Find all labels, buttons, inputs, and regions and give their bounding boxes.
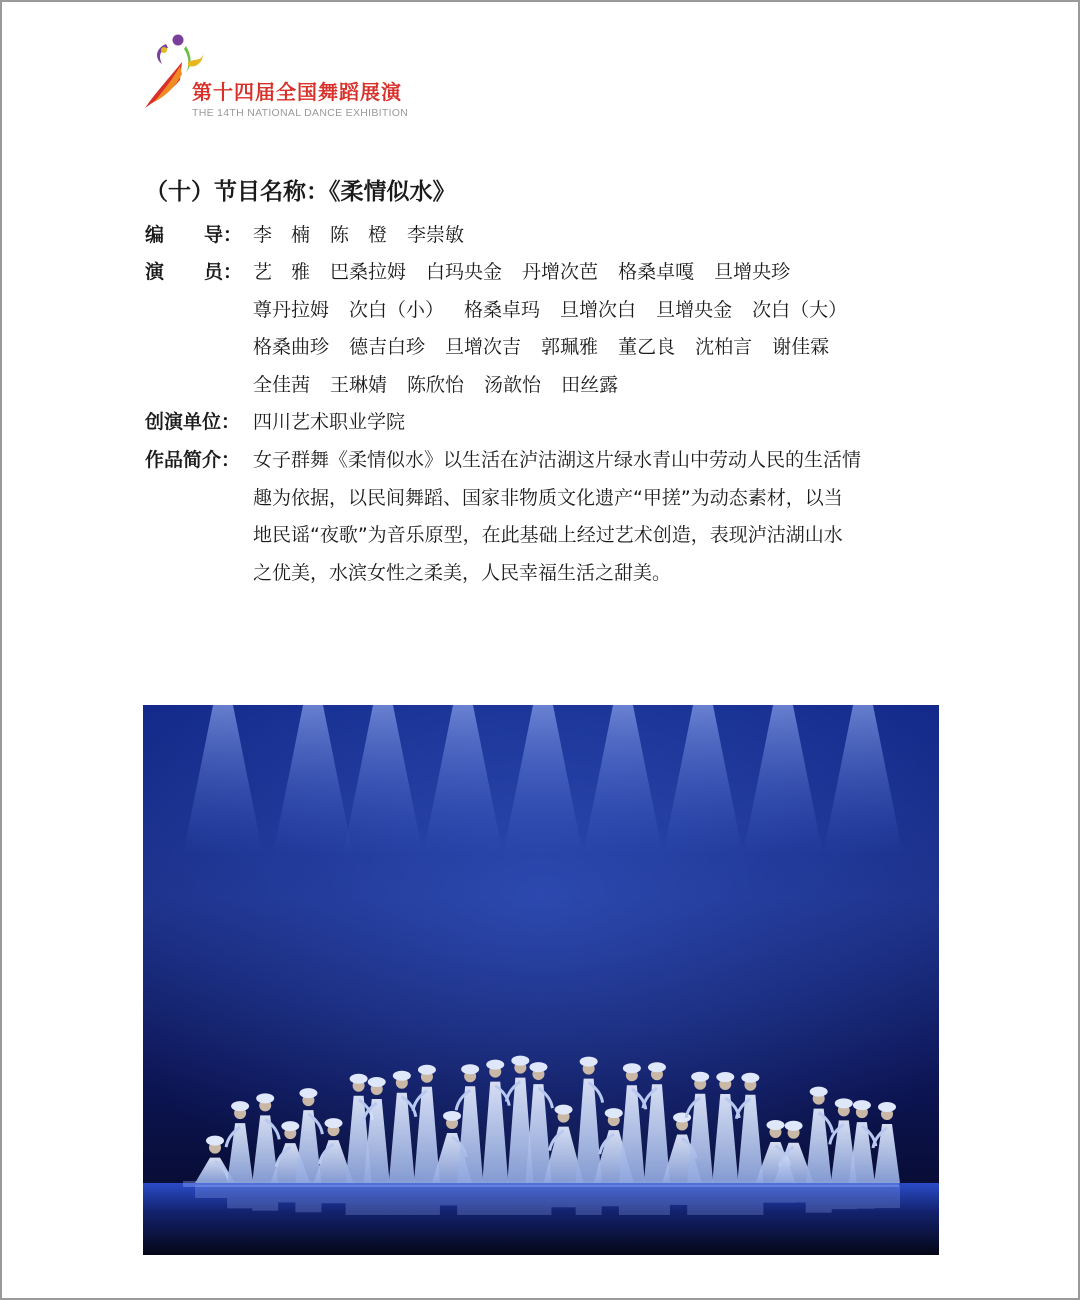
performer-name: 旦增次白 xyxy=(560,298,637,321)
dancer-reflection xyxy=(457,1185,483,1215)
performer-name: 格桑卓嘎 xyxy=(618,261,695,283)
performer-name: 次白（大） xyxy=(752,298,848,321)
stage-photo-image xyxy=(143,705,939,1255)
choreographer-label: 编 导： xyxy=(145,224,243,246)
performer-name: 董乙良 xyxy=(618,336,676,358)
dancer-reflection xyxy=(227,1185,253,1208)
performer-name: 汤歆怡 xyxy=(484,373,542,396)
performer-name: 德吉白珍 xyxy=(349,336,426,358)
dancer-reflection xyxy=(849,1185,875,1209)
unit-label: 创演单位： xyxy=(145,411,241,433)
intro-line: 之优美，水滨女性之柔美，人民幸福生活之甜美。 xyxy=(253,561,672,584)
performer-name: 丹增次芭 xyxy=(522,261,599,283)
performers-label: 演 员： xyxy=(145,261,243,283)
choreographer-name: 李 楠 xyxy=(253,224,311,246)
intro-label: 作品简介： xyxy=(145,449,241,471)
performer-name: 尊丹拉姆 xyxy=(253,298,330,321)
intro-line: 地民谣“夜歌”为音乐原型，在此基础上经过艺术创造，表现泸沽湖山水 xyxy=(253,524,843,546)
dancer-reflection xyxy=(806,1185,832,1213)
dancer-reflection xyxy=(712,1185,738,1215)
performer-name: 白玛央金 xyxy=(426,261,503,283)
festival-subtitle: THE 14TH NATIONAL DANCE EXHIBITION xyxy=(192,107,409,119)
stage-photo xyxy=(143,705,939,1255)
festival-title: 第十四届全国舞蹈展演 xyxy=(192,80,402,104)
unit-value: 四川艺术职业学院 xyxy=(253,411,406,433)
dancer-reflection xyxy=(874,1185,900,1208)
dancer-reflection xyxy=(619,1185,645,1215)
performer-name: 巴桑拉姆 xyxy=(330,261,407,283)
dancer-reflection xyxy=(364,1185,390,1215)
performer-name: 格桑曲珍 xyxy=(253,336,330,358)
choreographer-names xyxy=(253,217,943,255)
performer-name: 艺 雅 xyxy=(253,261,311,283)
intro-text xyxy=(253,442,943,592)
performers-line xyxy=(253,292,943,330)
performer-name: 郭珮雅 xyxy=(541,336,599,358)
performers-names xyxy=(253,254,943,404)
performers-line xyxy=(253,367,943,405)
program-title: （十）节目名称：《柔情似水》 xyxy=(145,179,456,205)
performer-name: 王琳婧 xyxy=(330,373,388,396)
intro-line: 女子群舞《柔情似水》以生活在泸沽湖这片绿水青山中劳动人民的生活情 xyxy=(253,449,862,471)
choreographer-name: 陈 橙 xyxy=(330,224,388,246)
dancer-reflection xyxy=(389,1185,415,1215)
performer-name: 陈欣怡 xyxy=(407,373,465,396)
performer-name: 田丝露 xyxy=(561,373,619,396)
performer-name: 旦增央金 xyxy=(656,298,733,321)
performer-name: 旦增央珍 xyxy=(714,261,791,283)
performers-line xyxy=(253,329,943,367)
performer-name: 旦增次吉 xyxy=(445,336,522,358)
performer-name: 次白（小） xyxy=(349,298,445,321)
performer-name: 格桑卓玛 xyxy=(464,298,541,321)
intro-line: 趣为依据，以民间舞蹈、国家非物质文化遗产“甲搓”为动态素材，以当 xyxy=(253,486,843,509)
performer-name: 全佳茜 xyxy=(253,373,311,396)
performers-line xyxy=(253,254,943,292)
dancer-reflection xyxy=(687,1185,713,1215)
performer-name: 谢佳霖 xyxy=(772,336,830,358)
choreographer-name: 李崇敏 xyxy=(407,224,465,246)
performer-name: 沈柏言 xyxy=(695,336,753,358)
dancer-reflection xyxy=(482,1185,508,1215)
